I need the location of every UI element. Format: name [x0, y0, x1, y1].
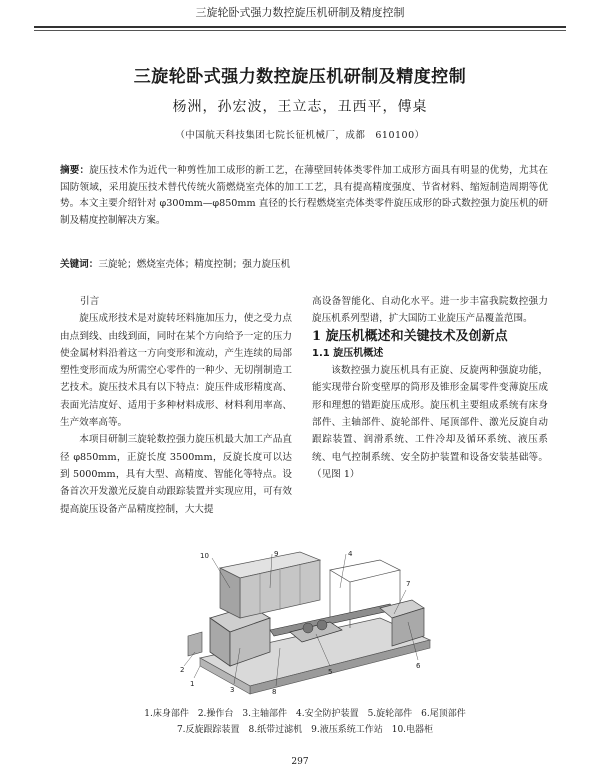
label-9: 9	[274, 550, 279, 558]
right-column	[312, 293, 548, 483]
label-6: 6	[416, 662, 421, 670]
intro-paragraph-2: 本项目研制三旋轮数控强力旋压机最大加工产品直径 φ850mm，正旋长度 3500mm，反旋长度可以达到 5000mm，具有大型、高精度、智能化等特点。设备首次开发激光反旋自动跟踪装置并实现应用，可有效提高旋压设备产品精度控制，大大提	[60, 434, 292, 515]
intro-continuation: 高设备智能化、自动化水平。进一步丰富我院数控强力旋压机系列型谱，扩大国防工业旋压产品覆盖范围。	[312, 296, 548, 325]
running-header: 三旋轮卧式强力数控旋压机研制及精度控制	[195, 6, 405, 19]
label-1: 1	[190, 680, 195, 688]
label-10: 10	[200, 552, 209, 560]
label-5: 5	[328, 668, 333, 676]
keywords-text: 三旋轮；燃烧室壳体；精度控制；强力旋压机	[98, 259, 291, 270]
section-1-title: 1 旋压机概述和关键技术及创新点	[312, 328, 508, 344]
operator-console	[188, 632, 202, 656]
subsection-1-1-title: 1.1 旋压机概述	[312, 347, 384, 359]
paper-authors: 杨洲，孙宏波，王立志，丑西平，傅桌	[172, 99, 428, 115]
abstract	[60, 163, 548, 229]
label-4: 4	[348, 550, 353, 558]
label-2: 2	[180, 666, 185, 674]
figure-caption-line-2: 7.反旋跟踪装置 8.纸带过滤机 9.液压系统工作站 10.电器柜	[176, 725, 434, 735]
intro-paragraph-1: 旋压成形技术是对旋转坯料施加压力，使之受力点由点到线、由线到面，同时在某个方向给予一定的压力使金属材料沿着这一方向变形和流动，产生连续的局部塑性变形而成为所需空心零件的一种少、无切削制造工艺技术。旋压技术具有以下特点：旋压件成形精度高、表面光洁度好、适用于多种材料成形、材料利用率高、生产效率高等。	[60, 313, 292, 429]
roller-1	[303, 623, 313, 633]
abstract-text: 旋压技术作为近代一种剪性加工成形的新工艺，在薄壁回转体类零件加工成形方面具有明显的优势，尤其在国防领域，采用旋压技术替代传统火箭燃烧室壳体的加工工艺，具有提高精度强度、节省材料、缩短制造周期等优势。本文主要介绍针对 φ300mm—φ850mm 直径的长行程燃烧室壳体类零件旋压成形的卧式数控强力旋压机的研制及精度控制解决方案。	[60, 165, 549, 226]
paper-title: 三旋轮卧式强力数控旋压机研制及精度控制	[133, 67, 467, 87]
paper-affiliation: （中国航天科技集团七院长征机械厂，成都 610100）	[175, 130, 425, 141]
roller-2	[317, 620, 327, 630]
label-3: 3	[230, 686, 235, 694]
subsection-1-1-text: 该数控强力旋压机具有正旋、反旋两种强旋功能，能实现带台阶变壁厚的筒形及锥形金属零件变薄旋压成形和理想的错距旋压成形。旋压机主要组成系统有床身部件、主轴部件、旋轮部件、尾顶部件、激光反旋自动跟踪装置、润滑系统、工件冷却及循环系统、液压系统、电气控制系统、安全防护装置和设备安装基础等。（见图 1）	[312, 365, 548, 480]
keywords-label: 关键词：	[60, 259, 99, 270]
figure-caption-line-1: 1.床身部件 2.操作台 3.主轴部件 4.安全防护装置 5.旋轮部件 6.尾顶部件	[144, 709, 466, 719]
header-rule	[34, 26, 566, 28]
keywords	[60, 257, 548, 273]
left-column	[60, 293, 292, 518]
page-number: 297	[291, 757, 309, 767]
intro-heading: 引言	[80, 296, 100, 307]
label-8: 8	[272, 688, 277, 696]
header-rule-thin	[34, 30, 566, 31]
abstract-label: 摘要：	[60, 165, 90, 176]
machine-illustration	[180, 548, 440, 698]
label-7: 7	[406, 580, 411, 588]
safety-guard	[330, 560, 400, 582]
figure-1-machine-drawing	[180, 548, 440, 698]
